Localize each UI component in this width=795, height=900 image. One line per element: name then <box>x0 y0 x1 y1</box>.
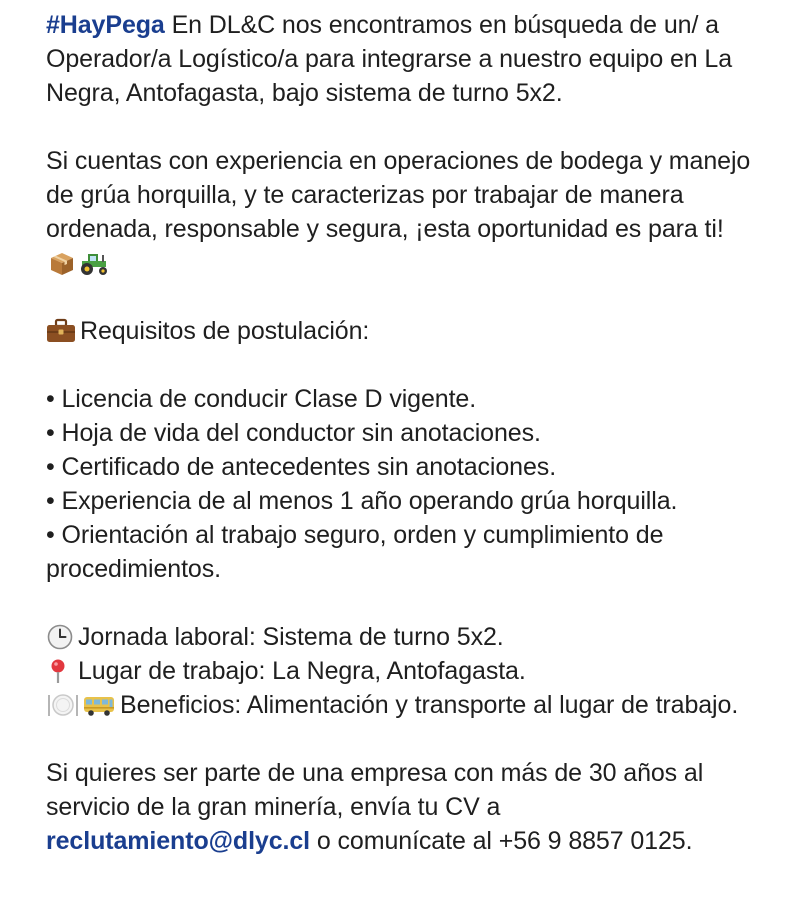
description-text: Si cuentas con experiencia en operaciones de bodega y manejo de grúa horquilla, y te caracterizas por trabajar de manera ordenada, responsable y segura, ¡esta oportunidad es para ti! <box>46 147 751 243</box>
location-text: Lugar de trabajo: La Negra, Antofagasta. <box>78 657 526 685</box>
requirements-heading: Requisitos de postulación: <box>80 317 370 345</box>
location-line <box>46 654 756 688</box>
intro-text: En DL&C nos encontramos en búsqueda de un/ a Operador/a Logístico/a para integrarse a nuestro equipo en La Negra, Antofagasta, bajo sistema de turno 5x2. <box>46 11 733 107</box>
spacer <box>46 722 756 756</box>
schedule-line <box>46 620 756 654</box>
requirements-heading-line <box>46 314 756 348</box>
list-item: • Hoja de vida del conductor sin anotaciones. <box>46 419 541 447</box>
list-item: • Orientación al trabajo seguro, orden y cumplimiento de procedimientos. <box>46 521 664 583</box>
requirements-list <box>46 382 756 586</box>
briefcase-icon <box>46 318 76 344</box>
schedule-text: Jornada laboral: Sistema de turno 5x2. <box>78 623 504 651</box>
clock-icon <box>46 624 74 650</box>
benefits-line <box>46 688 756 722</box>
list-item: • Experiencia de al menos 1 año operando grúa horquilla. <box>46 487 678 515</box>
pin-icon <box>46 658 74 684</box>
job-post <box>46 8 756 858</box>
spacer <box>46 110 756 144</box>
email-link[interactable]: reclutamiento@dlyc.cl <box>46 827 311 855</box>
package-icon <box>48 250 76 276</box>
contact-text: o comunícate al +56 9 8857 0125. <box>310 827 693 855</box>
list-item: • Certificado de antecedentes sin anotaciones. <box>46 453 557 481</box>
hashtag-link[interactable]: #HayPega <box>46 11 165 39</box>
plate-icon <box>46 692 80 718</box>
description-paragraph <box>46 144 756 280</box>
bus-icon <box>82 692 116 718</box>
benefits-text: Beneficios: Alimentación y transporte al lugar de trabajo. <box>120 691 739 719</box>
intro-paragraph <box>46 8 756 110</box>
spacer <box>46 348 756 382</box>
tractor-icon <box>78 250 110 276</box>
spacer <box>46 280 756 314</box>
spacer <box>46 586 756 620</box>
closing-paragraph <box>46 756 756 858</box>
list-item: • Licencia de conducir Clase D vigente. <box>46 385 477 413</box>
closing-text: Si quieres ser parte de una empresa con más de 30 años al servicio de la gran minería, envía tu CV a <box>46 759 704 821</box>
